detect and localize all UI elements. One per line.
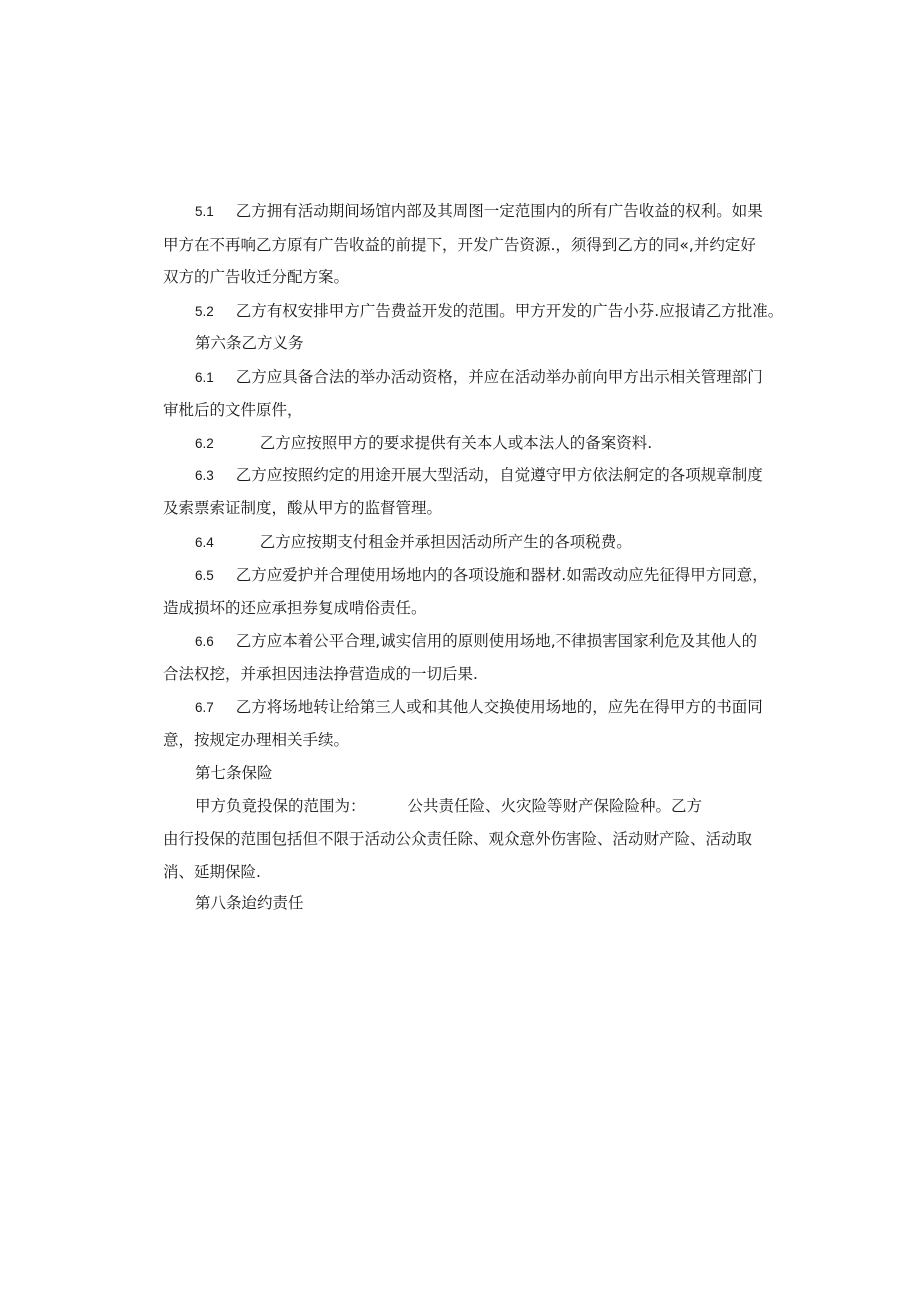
heading-text: 第八条迨约责任 xyxy=(195,894,304,912)
clause-text: 及索票索证制度，酸从甲方的监督管理。 xyxy=(163,499,443,517)
clause-number: 5.2 xyxy=(195,304,214,319)
clause-6-6-line-1 xyxy=(195,631,757,652)
clause-number: 6.4 xyxy=(195,535,214,550)
clause-text: 乙方应本着公平合理,诚实信用的原则使用场地,不律损害国家利危及其他人的 xyxy=(235,632,758,650)
clause-text: 乙方应按照约定的用途开展大型活动，自觉遵守甲方依法舸定的各项规章制度 xyxy=(235,466,763,484)
clause-text: 甲方在不再响乙方原有广告收益的前提下，开发广告资源.，须得到乙方的同«,并约定好 xyxy=(163,236,756,254)
article-6-heading xyxy=(195,333,304,353)
clause-number: 6.7 xyxy=(195,700,214,715)
clause-text: 合法权挖，并承担因违法挣营造成的一切后果. xyxy=(163,665,478,683)
clause-6-1-line-2 xyxy=(163,400,303,420)
clause-6-3-line-1 xyxy=(195,465,763,486)
clause-text: 双方的广告收迁分配方案。 xyxy=(163,268,350,286)
clause-6-3-line-2 xyxy=(163,498,442,518)
clause-5-1-line-3 xyxy=(163,267,349,287)
clause-6-2-line-1 xyxy=(195,433,652,454)
clause-6-6-line-2 xyxy=(163,664,478,684)
heading-text: 第六条乙方义务 xyxy=(195,334,304,352)
clause-text: 审枇后的文件原件， xyxy=(163,401,303,419)
clause-number: 6.2 xyxy=(195,436,214,451)
clause-text: 乙方应具备合法的举办活动资格，并应在活动举办前向甲方出示相关管理部门 xyxy=(235,368,763,386)
clause-number: 6.6 xyxy=(195,634,214,649)
insurance-line-1 xyxy=(195,796,702,816)
clause-text: 乙方应爱护并合理使用场地内的各项设施和器材.如需改动应先征得甲方同意， xyxy=(235,566,768,584)
clause-5-2-line-1 xyxy=(195,301,783,322)
article-7-heading xyxy=(195,763,273,783)
clause-number: 5.1 xyxy=(195,204,214,219)
clause-6-7-line-1 xyxy=(195,697,763,718)
clause-text: 乙方将场地转让给第三人或和其他人交换使用场地的，应先在得甲方的书面同 xyxy=(235,698,763,716)
clause-text: 乙方应按照甲方的要求提供有关本人或本法人的备案资料. xyxy=(259,434,653,452)
clause-6-5-line-1 xyxy=(195,565,768,586)
clause-6-5-line-2 xyxy=(163,598,427,618)
clause-number: 6.5 xyxy=(195,568,214,583)
article-8-heading xyxy=(195,893,304,913)
clause-6-7-line-2 xyxy=(163,730,349,750)
clause-5-1-line-2 xyxy=(163,235,756,255)
insurance-text: 消、延期保险. xyxy=(163,863,261,881)
insurance-text: 由行投保的范围包括但不限于活动公众责任除、观众意外伤害险、活动财产险、活动取 xyxy=(163,830,753,848)
heading-text: 第七条保险 xyxy=(195,764,273,782)
clause-6-1-line-1 xyxy=(195,367,763,388)
insurance-text: 公共责任险、火灾险等财产保险险种。乙方 xyxy=(407,797,703,815)
insurance-text: 甲方负竟投保的范围为： xyxy=(195,797,366,815)
clause-text: 乙方有权安排甲方广告费益开发的范围。甲方开发的广告小芬.应报请乙方批准。 xyxy=(235,302,784,320)
clause-5-1-line-1 xyxy=(195,201,763,222)
clause-6-4-line-1 xyxy=(195,532,632,553)
clause-text: 造成损坏的还应承担券复成啃俗责任。 xyxy=(163,599,427,617)
clause-number: 6.1 xyxy=(195,370,214,385)
insurance-line-2 xyxy=(163,829,752,849)
clause-text: 乙方拥有活动期间场馆内部及其周图一定范围内的所有广告收益的权利。如果 xyxy=(235,202,763,220)
clause-number: 6.3 xyxy=(195,468,214,483)
clause-text: 乙方应按期支付租金并承担因活动所产生的各项税费。 xyxy=(259,533,632,551)
clause-text: 意，按规定办理相关手续。 xyxy=(163,731,350,749)
insurance-line-3 xyxy=(163,862,261,882)
